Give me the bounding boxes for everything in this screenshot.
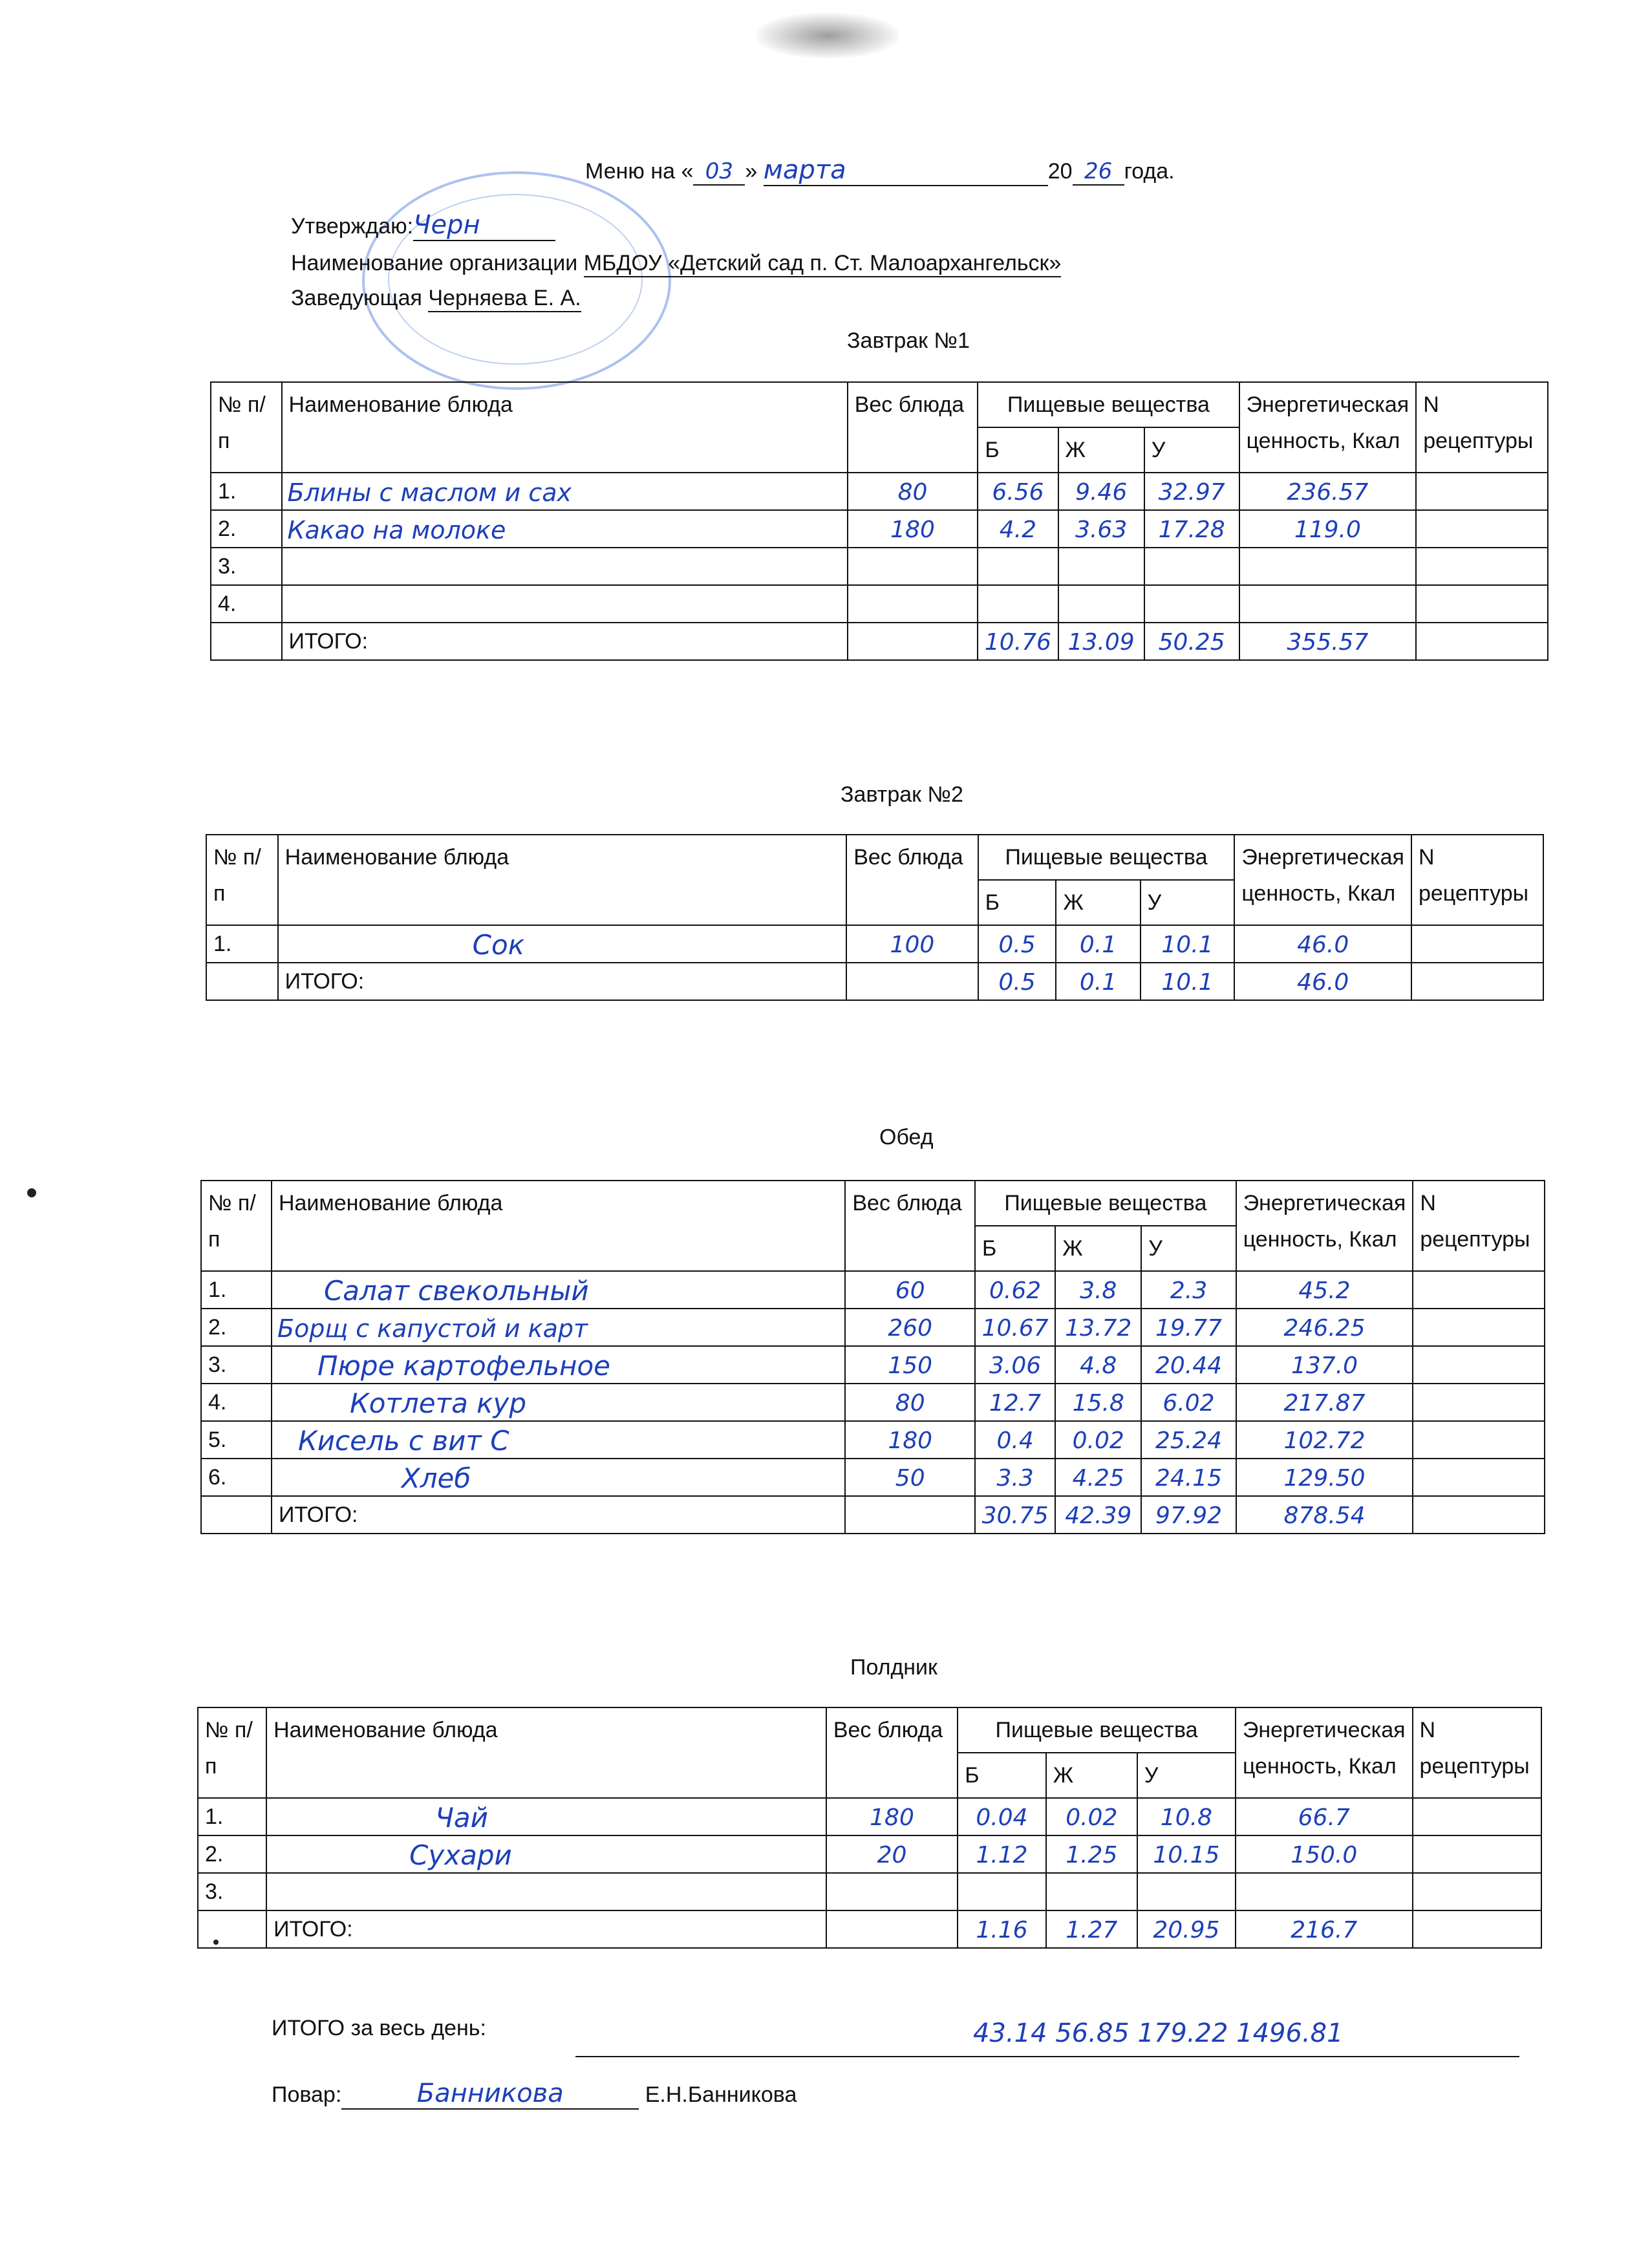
dish-weight: 60 — [845, 1271, 975, 1309]
row-num: 2. — [201, 1309, 272, 1346]
col-num: № п/п — [198, 1707, 266, 1798]
day-total-values — [973, 2018, 1344, 2048]
approve-label: Утверждаю: — [291, 214, 414, 239]
col-recipe: N рецептуры — [1413, 1181, 1545, 1271]
dish-kcal — [1236, 1873, 1413, 1910]
col-nutrients — [978, 382, 1239, 427]
dish-name: Пюре картофельное — [272, 1346, 845, 1384]
row-num: 1. — [206, 925, 278, 963]
col-nutrients-label: Пищевые вещества — [995, 1718, 1198, 1742]
dish-recipe — [1416, 548, 1548, 585]
total-weight-empty — [846, 963, 978, 1000]
col-weight: Вес блюда — [845, 1181, 975, 1271]
head-name: Черняева Е. А. — [428, 286, 581, 312]
dish-u: 20.44 — [1141, 1346, 1236, 1384]
total-b: 1.16 — [958, 1910, 1046, 1948]
table-row — [201, 1421, 1545, 1459]
dish-weight: 180 — [845, 1421, 975, 1459]
dish-recipe — [1413, 1798, 1541, 1835]
head-line — [291, 286, 581, 312]
total-recipe-empty — [1413, 1910, 1541, 1948]
dish-recipe — [1413, 1835, 1541, 1873]
dish-recipe — [1413, 1346, 1545, 1384]
row-num: 2. — [198, 1835, 266, 1873]
menu-year-prefix: 20 — [1047, 159, 1073, 184]
menu-day: 03 — [693, 158, 745, 186]
total-row — [201, 1496, 1545, 1534]
dish-name: Салат свекольный — [272, 1271, 845, 1309]
breakfast1-table — [210, 381, 1548, 661]
total-row — [206, 963, 1543, 1000]
total-u: 20.95 — [1137, 1910, 1236, 1948]
dish-zh: 0.1 — [1056, 925, 1140, 963]
dish-recipe — [1413, 1271, 1545, 1309]
day-total-kcal: 1496.81 — [1236, 2018, 1344, 2048]
dish-zh — [1058, 548, 1144, 585]
total-kcal: 216.7 — [1236, 1910, 1413, 1948]
col-num: № п/п — [211, 382, 282, 473]
dish-zh: 3.63 — [1058, 510, 1144, 548]
breakfast2-table — [206, 834, 1544, 1001]
day-total-underline — [575, 2056, 1519, 2057]
dish-b: 0.62 — [975, 1271, 1055, 1309]
dish-recipe — [1413, 1873, 1541, 1910]
dish-u: 24.15 — [1141, 1459, 1236, 1496]
col-nutrients — [958, 1707, 1236, 1753]
lunch-title: Обед — [879, 1125, 934, 1150]
col-name: Наименование блюда — [266, 1707, 826, 1798]
total-weight-empty — [826, 1910, 958, 1948]
col-nutrients — [978, 835, 1235, 880]
dish-kcal — [1239, 548, 1417, 585]
col-nutrients — [975, 1181, 1236, 1226]
col-nutrients-label: Пищевые вещества — [1005, 845, 1208, 870]
total-u: 10.1 — [1141, 963, 1235, 1000]
dish-kcal: 119.0 — [1239, 510, 1417, 548]
cook-label: Повар: — [272, 2082, 342, 2107]
dish-u: 2.3 — [1141, 1271, 1236, 1309]
dish-u: 10.8 — [1137, 1798, 1236, 1835]
menu-prefix: Меню на « — [585, 159, 694, 184]
dish-zh: 9.46 — [1058, 473, 1144, 510]
col-nutrients-label: Пищевые вещества — [1004, 1191, 1207, 1215]
col-recipe: N рецептуры — [1416, 382, 1548, 473]
total-zh: 1.27 — [1046, 1910, 1137, 1948]
approve-line — [291, 210, 555, 241]
dish-name: Сухари — [266, 1835, 826, 1873]
col-name: Наименование блюда — [282, 382, 848, 473]
dish-kcal: 137.0 — [1236, 1346, 1413, 1384]
dish-kcal: 150.0 — [1236, 1835, 1413, 1873]
col-name: Наименование блюда — [278, 835, 847, 925]
total-u: 97.92 — [1141, 1496, 1236, 1534]
col-recipe: N рецептуры — [1411, 835, 1543, 925]
dish-weight: 80 — [848, 473, 978, 510]
col-zh: Ж — [1058, 427, 1144, 473]
dish-zh: 13.72 — [1055, 1309, 1141, 1346]
dish-name — [266, 1873, 826, 1910]
total-label: ИТОГО: — [266, 1910, 826, 1948]
cook-name: Е.Н.Банникова — [645, 2082, 797, 2107]
table-row — [211, 473, 1548, 510]
breakfast1-title: Завтрак №1 — [847, 328, 970, 353]
dish-name: Борщ с капустой и карт — [272, 1309, 845, 1346]
menu-date-line — [585, 155, 1175, 186]
dish-name: Хлеб — [272, 1459, 845, 1496]
scan-dot — [27, 1188, 36, 1197]
snack-title: Полдник — [850, 1655, 938, 1680]
menu-year-end: года. — [1124, 159, 1175, 184]
dish-b: 12.7 — [975, 1384, 1055, 1421]
col-energy: Энергетическая ценность, Ккал — [1236, 1707, 1413, 1798]
cook-signature: Банникова — [341, 2079, 639, 2110]
dish-b: 0.04 — [958, 1798, 1046, 1835]
dish-recipe — [1416, 473, 1548, 510]
dish-zh: 1.25 — [1046, 1835, 1137, 1873]
dish-u — [1137, 1873, 1236, 1910]
day-total-b: 43.14 — [973, 2018, 1047, 2048]
col-weight: Вес блюда — [826, 1707, 958, 1798]
col-energy: Энергетическая ценность, Ккал — [1236, 1181, 1413, 1271]
col-b: Б — [978, 427, 1058, 473]
dish-u: 6.02 — [1141, 1384, 1236, 1421]
row-num: 3. — [198, 1873, 266, 1910]
org-name: МБДОУ «Детский сад п. Ст. Малоархангельск» — [584, 251, 1062, 277]
dish-weight: 100 — [846, 925, 978, 963]
col-weight: Вес блюда — [848, 382, 978, 473]
dish-weight: 180 — [826, 1798, 958, 1835]
dish-u: 10.1 — [1141, 925, 1235, 963]
row-num: 2. — [211, 510, 282, 548]
lunch-table — [200, 1180, 1545, 1534]
col-b: Б — [958, 1753, 1046, 1798]
total-recipe-empty — [1416, 623, 1548, 660]
dish-u: 32.97 — [1144, 473, 1239, 510]
dish-b: 6.56 — [978, 473, 1058, 510]
dish-kcal: 217.87 — [1236, 1384, 1413, 1421]
dish-weight: 150 — [845, 1346, 975, 1384]
total-u: 50.25 — [1144, 623, 1239, 660]
dish-b — [958, 1873, 1046, 1910]
dish-zh: 4.25 — [1055, 1459, 1141, 1496]
dish-u: 25.24 — [1141, 1421, 1236, 1459]
menu-mid: » — [745, 159, 758, 184]
dish-b: 0.5 — [978, 925, 1056, 963]
menu-year-suffix: 26 — [1073, 158, 1124, 186]
dish-u — [1144, 585, 1239, 623]
org-label: Наименование организации — [291, 251, 584, 275]
dish-name: Котлета кур — [272, 1384, 845, 1421]
dish-recipe — [1413, 1309, 1545, 1346]
dish-weight: 80 — [845, 1384, 975, 1421]
dish-b: 1.12 — [958, 1835, 1046, 1873]
row-num: 5. — [201, 1421, 272, 1459]
total-b: 30.75 — [975, 1496, 1055, 1534]
dish-zh: 0.02 — [1046, 1798, 1137, 1835]
dish-weight — [848, 585, 978, 623]
row-num-empty — [211, 623, 282, 660]
dish-name: Чай — [266, 1798, 826, 1835]
dish-u: 17.28 — [1144, 510, 1239, 548]
day-total-zh: 56.85 — [1055, 2018, 1130, 2048]
row-num: 6. — [201, 1459, 272, 1496]
dish-name: Кисель с вит С — [272, 1421, 845, 1459]
row-num: 3. — [211, 548, 282, 585]
dish-name: Сок — [278, 925, 847, 963]
total-weight-empty — [848, 623, 978, 660]
dish-name: Блины с маслом и сах — [282, 473, 848, 510]
breakfast2-title: Завтрак №2 — [841, 782, 963, 807]
total-zh: 0.1 — [1056, 963, 1140, 1000]
col-zh: Ж — [1056, 880, 1140, 925]
row-num-empty — [206, 963, 278, 1000]
col-zh: Ж — [1046, 1753, 1137, 1798]
total-recipe-empty — [1411, 963, 1543, 1000]
day-total-u: 179.22 — [1137, 2018, 1228, 2048]
row-num: 1. — [211, 473, 282, 510]
dish-recipe — [1413, 1459, 1545, 1496]
table-row — [211, 585, 1548, 623]
table-row — [201, 1271, 1545, 1309]
total-label: ИТОГО: — [278, 963, 847, 1000]
dish-recipe — [1413, 1384, 1545, 1421]
total-kcal: 878.54 — [1236, 1496, 1413, 1534]
col-b: Б — [978, 880, 1056, 925]
table-row — [198, 1873, 1541, 1910]
snack-table — [197, 1707, 1542, 1949]
total-b: 0.5 — [978, 963, 1056, 1000]
row-num: 3. — [201, 1346, 272, 1384]
dish-weight: 20 — [826, 1835, 958, 1873]
col-num: № п/п — [201, 1181, 272, 1271]
dish-zh — [1058, 585, 1144, 623]
col-name: Наименование блюда — [272, 1181, 845, 1271]
dish-u: 19.77 — [1141, 1309, 1236, 1346]
dish-kcal — [1239, 585, 1417, 623]
col-energy: Энергетическая ценность, Ккал — [1234, 835, 1411, 925]
dish-b: 0.4 — [975, 1421, 1055, 1459]
dish-weight — [826, 1873, 958, 1910]
total-kcal: 355.57 — [1239, 623, 1417, 660]
dish-b: 10.67 — [975, 1309, 1055, 1346]
table-row — [201, 1309, 1545, 1346]
col-u: У — [1137, 1753, 1236, 1798]
approve-signature: Черн — [413, 210, 555, 241]
row-num: 1. — [201, 1271, 272, 1309]
dish-weight: 50 — [845, 1459, 975, 1496]
total-recipe-empty — [1413, 1496, 1545, 1534]
table-row — [198, 1798, 1541, 1835]
total-row — [198, 1910, 1541, 1948]
menu-month: марта — [764, 155, 1048, 186]
cook-line — [272, 2079, 797, 2110]
dish-weight: 180 — [848, 510, 978, 548]
total-kcal: 46.0 — [1234, 963, 1411, 1000]
col-u: У — [1141, 880, 1235, 925]
head-label: Заведующая — [291, 286, 429, 310]
table-row — [198, 1835, 1541, 1873]
dish-recipe — [1413, 1421, 1545, 1459]
dish-weight — [848, 548, 978, 585]
col-nutrients-label: Пищевые вещества — [1007, 392, 1210, 417]
dish-b — [978, 548, 1058, 585]
dish-u — [1144, 548, 1239, 585]
dish-weight: 260 — [845, 1309, 975, 1346]
total-row — [211, 623, 1548, 660]
dish-kcal: 66.7 — [1236, 1798, 1413, 1835]
table-row — [211, 510, 1548, 548]
col-energy: Энергетическая ценность, Ккал — [1239, 382, 1417, 473]
scan-smudge — [756, 13, 899, 58]
dish-recipe — [1416, 510, 1548, 548]
dish-b: 4.2 — [978, 510, 1058, 548]
dish-kcal: 46.0 — [1234, 925, 1411, 963]
dish-name — [282, 585, 848, 623]
table-row — [206, 925, 1543, 963]
total-label: ИТОГО: — [282, 623, 848, 660]
table-row — [201, 1384, 1545, 1421]
dish-recipe — [1416, 585, 1548, 623]
col-recipe: N рецептуры — [1413, 1707, 1541, 1798]
col-zh: Ж — [1055, 1226, 1141, 1271]
row-num: 4. — [211, 585, 282, 623]
total-weight-empty — [845, 1496, 975, 1534]
dish-recipe — [1411, 925, 1543, 963]
dish-kcal: 129.50 — [1236, 1459, 1413, 1496]
dish-b: 3.3 — [975, 1459, 1055, 1496]
day-total-label: ИТОГО за весь день: — [272, 2016, 486, 2040]
dish-zh: 3.8 — [1055, 1271, 1141, 1309]
total-label: ИТОГО: — [272, 1496, 845, 1534]
dish-name: Какао на молоке — [282, 510, 848, 548]
col-weight: Вес блюда — [846, 835, 978, 925]
dish-zh: 0.02 — [1055, 1421, 1141, 1459]
table-row — [211, 548, 1548, 585]
org-line — [291, 251, 1061, 277]
dish-kcal: 236.57 — [1239, 473, 1417, 510]
dish-kcal: 102.72 — [1236, 1421, 1413, 1459]
dish-u: 10.15 — [1137, 1835, 1236, 1873]
table-row — [201, 1459, 1545, 1496]
row-num-empty — [201, 1496, 272, 1534]
dish-kcal: 246.25 — [1236, 1309, 1413, 1346]
col-u: У — [1141, 1226, 1236, 1271]
dish-b: 3.06 — [975, 1346, 1055, 1384]
dish-zh — [1046, 1873, 1137, 1910]
total-zh: 13.09 — [1058, 623, 1144, 660]
row-num: 1. — [198, 1798, 266, 1835]
col-u: У — [1144, 427, 1239, 473]
col-num: № п/п — [206, 835, 278, 925]
dish-kcal: 45.2 — [1236, 1271, 1413, 1309]
total-zh: 42.39 — [1055, 1496, 1141, 1534]
dish-b — [978, 585, 1058, 623]
dish-zh: 4.8 — [1055, 1346, 1141, 1384]
dish-name — [282, 548, 848, 585]
row-num-empty — [198, 1910, 266, 1948]
row-num: 4. — [201, 1384, 272, 1421]
total-b: 10.76 — [978, 623, 1058, 660]
col-b: Б — [975, 1226, 1055, 1271]
table-row — [201, 1346, 1545, 1384]
dish-zh: 15.8 — [1055, 1384, 1141, 1421]
